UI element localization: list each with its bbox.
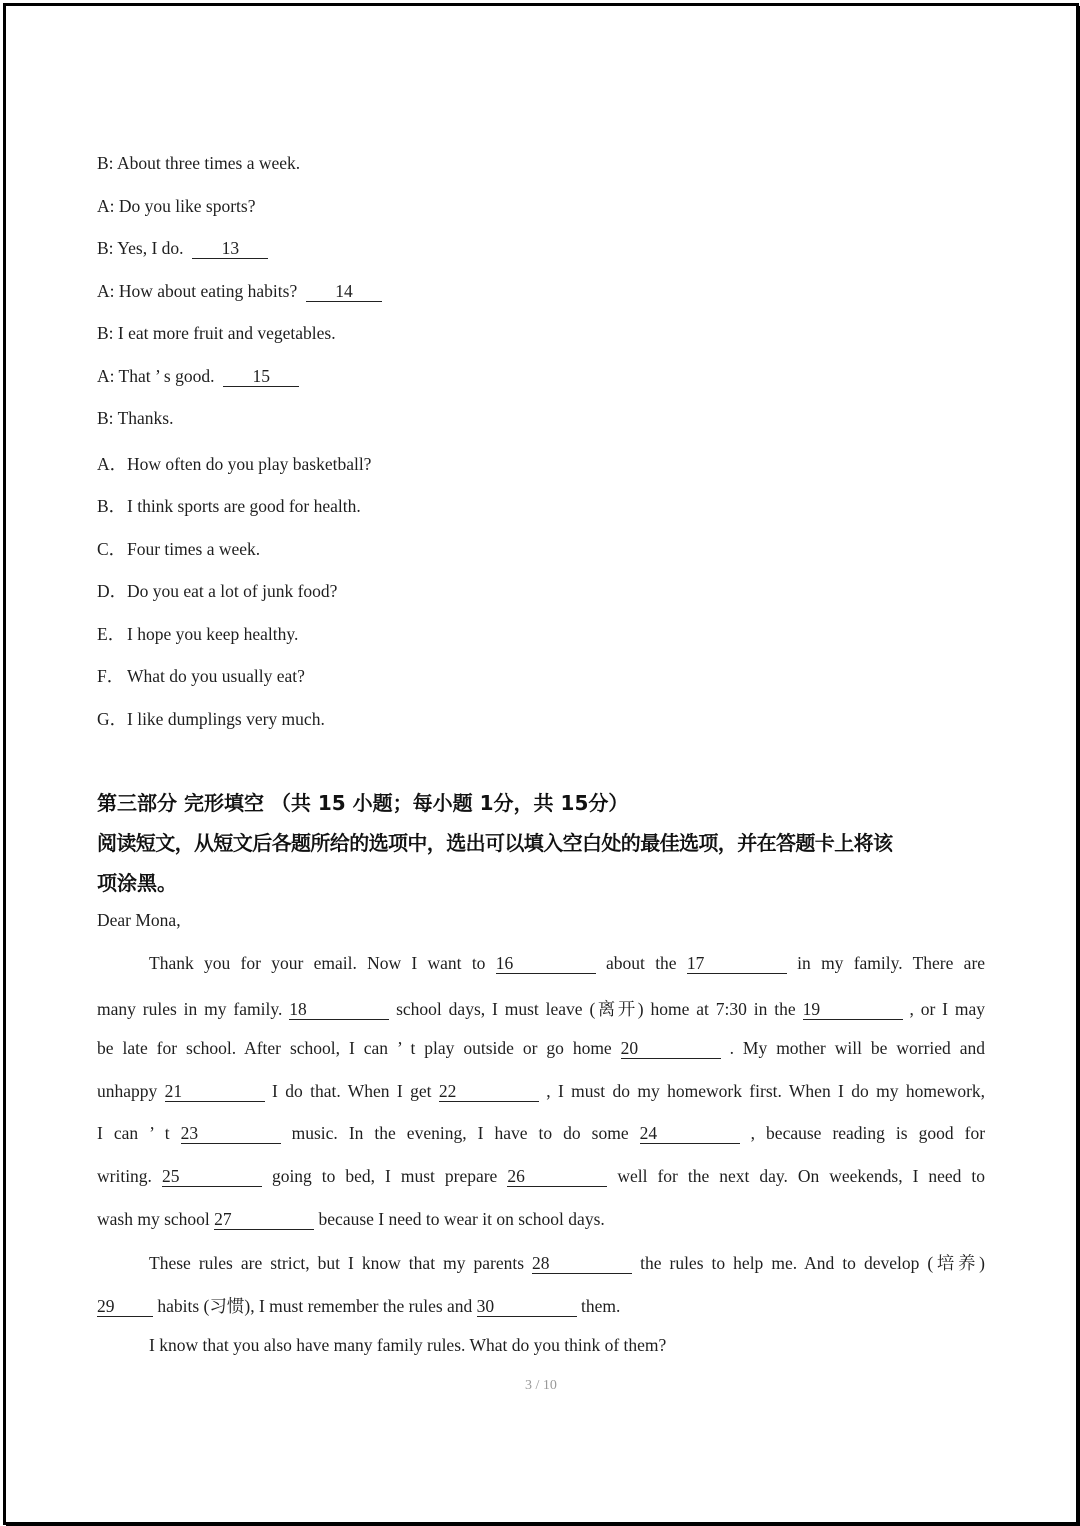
answer-blank[interactable]: 29	[97, 1296, 153, 1317]
letter-text: about the	[606, 953, 677, 973]
option-item: G．I like dumplings very much.	[97, 709, 325, 729]
letter-line	[97, 996, 985, 1021]
letter-text: many rules in my family.	[97, 998, 283, 1019]
letter-text: in my family. There are	[797, 953, 986, 973]
letter-text: unhappy	[97, 1080, 158, 1101]
option-item: B．I think sports are good for health.	[97, 496, 361, 516]
answer-blank[interactable]: 20	[621, 1038, 721, 1059]
option-item: E． I hope you keep healthy.	[97, 624, 299, 644]
letter-text: well for the next day. On weekends, I need to	[617, 1166, 986, 1186]
letter-line	[97, 1293, 620, 1318]
page-number: 3 / 10	[525, 1378, 557, 1393]
answer-blank[interactable]: 13	[192, 238, 268, 259]
letter-text: be late for school. After school, I can ’ t play outside or go home	[97, 1038, 612, 1059]
letter-line	[97, 1081, 985, 1102]
answer-blank[interactable]: 16	[496, 953, 596, 974]
answer-blank[interactable]: 30	[477, 1296, 577, 1317]
option-item: D．Do you eat a lot of junk food?	[97, 581, 338, 601]
option-item: A．How often do you play basketball?	[97, 454, 372, 474]
letter-text: , I must do my homework first. When I do my homework,	[546, 1080, 986, 1101]
letter-text: music. In the evening, I have to do some	[291, 1123, 629, 1144]
letter-text: going to bed, I must prepare	[271, 1166, 498, 1186]
dialogue-line: B: I eat more fruit and vegetables.	[97, 323, 336, 343]
answer-blank[interactable]: 22	[439, 1081, 539, 1102]
section-title: 第三部分 完形填空 （共 15 小题；每小题 1分，共 15分）	[97, 791, 629, 815]
letter-line	[97, 1209, 605, 1230]
answer-blank[interactable]: 21	[165, 1081, 265, 1102]
answer-blank[interactable]: 27	[214, 1209, 314, 1230]
letter-text: habits (习惯), I must remember the rules and	[157, 1295, 473, 1316]
letter-text: Thank you for your email. Now I want to	[149, 953, 486, 973]
letter-text: , or I may	[909, 998, 986, 1019]
letter-line	[97, 1038, 985, 1059]
letter-text: them.	[581, 1295, 621, 1316]
answer-blank[interactable]: 25	[162, 1166, 262, 1187]
letter-text: These rules are strict, but I know that my parents	[149, 1253, 525, 1273]
answer-blank[interactable]: 15	[223, 366, 299, 387]
letter-greeting: Dear Mona,	[97, 910, 181, 930]
answer-blank[interactable]: 26	[507, 1166, 607, 1187]
letter-line	[97, 1166, 985, 1187]
letter-line	[97, 953, 985, 974]
answer-blank[interactable]: 24	[640, 1123, 740, 1144]
dialogue-line: B: Yes, I do. 13	[97, 238, 268, 259]
dialogue-line: A: That ’ s good. 15	[97, 366, 299, 387]
option-item: F． What do you usually eat?	[97, 666, 305, 686]
option-item: C．Four times a week.	[97, 539, 261, 559]
letter-line	[97, 1250, 985, 1275]
answer-blank[interactable]: 18	[289, 999, 389, 1020]
letter-paragraph-3: I know that you also have many family rules. What do you think of them?	[149, 1335, 667, 1355]
dialogue-line: B: About three times a week.	[97, 153, 301, 173]
answer-blank[interactable]: 28	[532, 1253, 632, 1274]
letter-text: the rules to help me. And to develop (培养)	[640, 1253, 986, 1273]
letter-text: wash my school	[97, 1208, 210, 1229]
letter-text: I do that. When I get	[272, 1080, 432, 1101]
answer-blank[interactable]: 14	[306, 281, 382, 302]
letter-text: writing.	[97, 1166, 152, 1186]
letter-line	[97, 1123, 985, 1144]
letter-text: , because reading is good for	[750, 1123, 986, 1144]
dialogue-line: A: Do you like sports?	[97, 196, 256, 216]
letter-text: . My mother will be worried and	[729, 1038, 985, 1059]
answer-blank[interactable]: 17	[687, 953, 787, 974]
letter-text: school days, I must leave (离开) home at 7:30 in the	[396, 998, 796, 1019]
section-instruction: 项涂黑。	[97, 871, 177, 895]
dialogue-line: B: Thanks.	[97, 408, 174, 428]
dialogue-line: A: How about eating habits? 14	[97, 281, 382, 302]
section-instruction: 阅读短文，从短文后各题所给的选项中，选出可以填入空白处的最佳选项，并在答题卡上将该	[97, 831, 893, 855]
letter-text: I can ’ t	[97, 1123, 170, 1144]
letter-text: because I need to wear it on school days.	[318, 1208, 605, 1229]
answer-blank[interactable]: 23	[181, 1123, 281, 1144]
answer-blank[interactable]: 19	[803, 999, 903, 1020]
